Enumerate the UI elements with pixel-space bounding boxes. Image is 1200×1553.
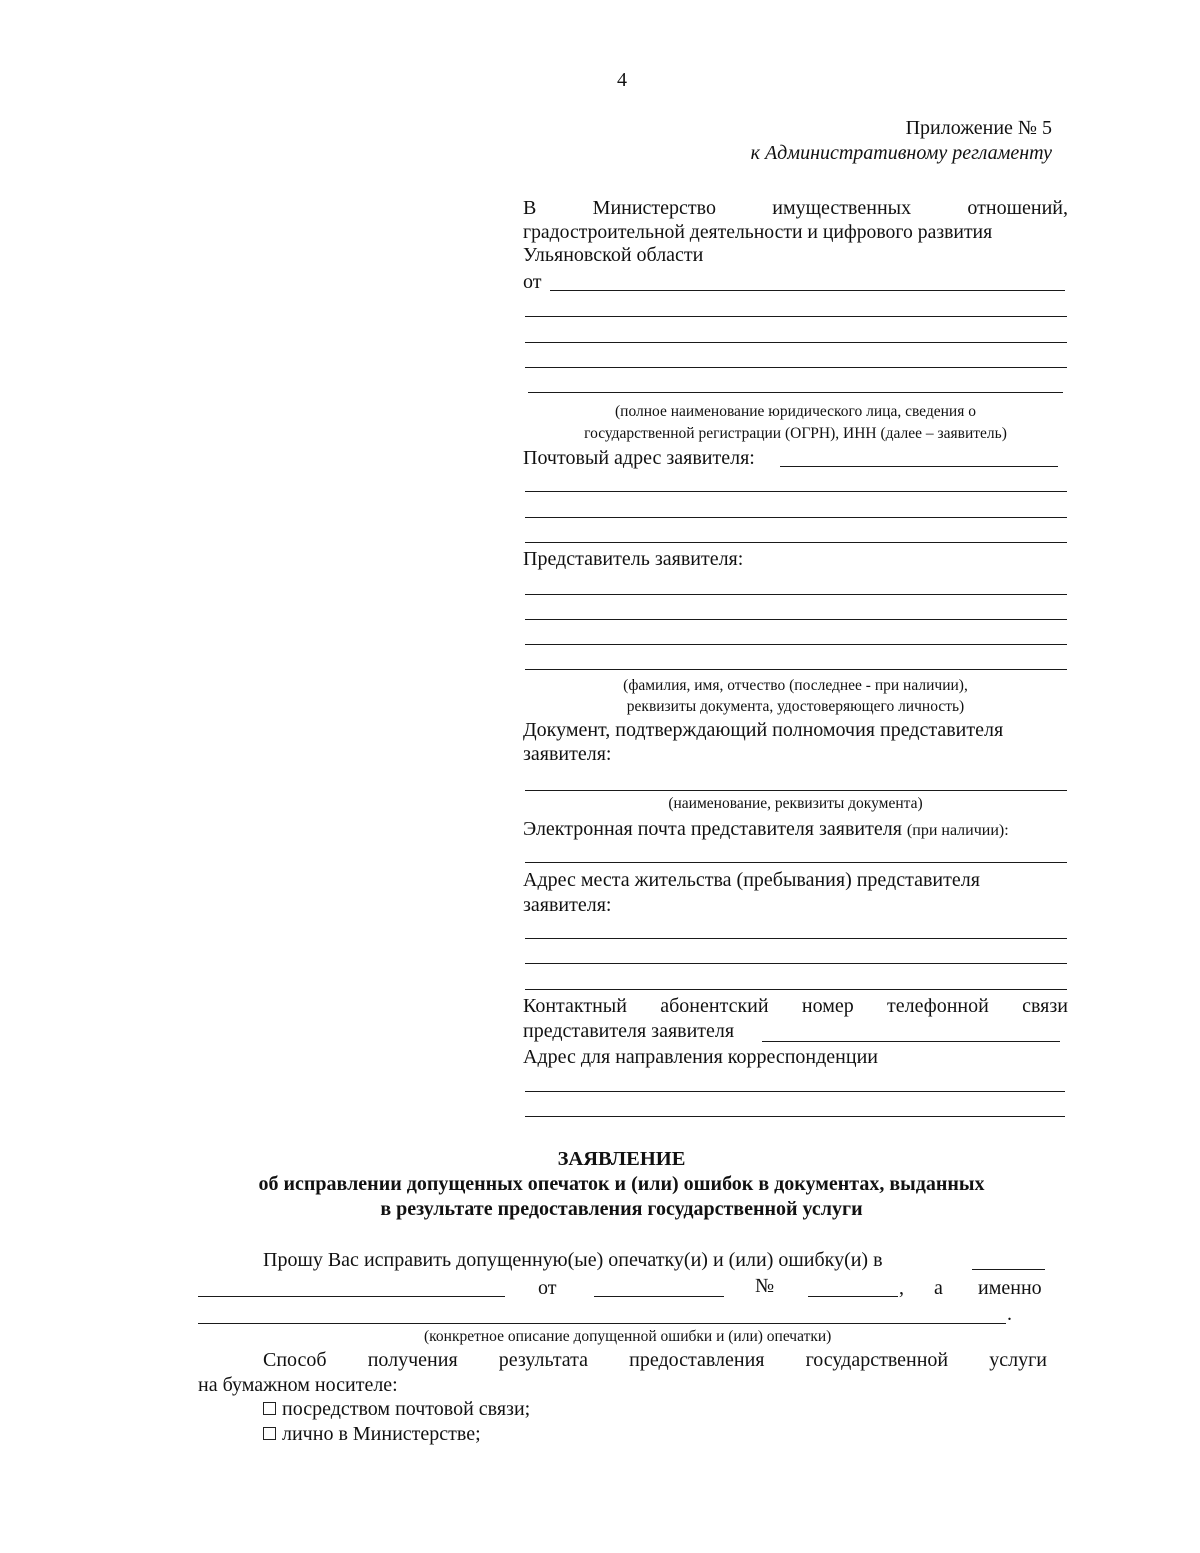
method-word: Способ	[263, 1349, 327, 1371]
method-word: услуги	[989, 1349, 1047, 1371]
addressee-word: имущественных	[772, 197, 912, 219]
phone-word: абонентский	[660, 995, 769, 1017]
postal-address-field-line[interactable]	[780, 466, 1058, 467]
method-word: результата	[498, 1349, 589, 1371]
applicant-field-line[interactable]	[525, 316, 1067, 317]
error-description-field-line[interactable]	[198, 1323, 1006, 1324]
statement-subtitle-line-1: об исправлении допущенных опечаток и (или) ошибок в документах, выданных	[258, 1173, 985, 1195]
statement-title: ЗАЯВЛЕНИЕ	[557, 1148, 686, 1170]
residence-label-line-1: Адрес места жительства (пребывания) представителя	[523, 869, 980, 891]
method-option-in-person[interactable]	[263, 1422, 481, 1446]
postal-address-field-line[interactable]	[525, 542, 1067, 543]
residence-field-line[interactable]	[525, 989, 1067, 990]
phone-label-line-1	[523, 994, 1068, 1018]
residence-label-line-2: заявителя:	[523, 894, 612, 916]
representative-label: Представитель заявителя:	[523, 548, 744, 570]
representative-field-line[interactable]	[525, 619, 1067, 620]
request-a: а	[934, 1277, 943, 1299]
representative-note-line-2: реквизиты документа, удостоверяющего личность)	[626, 698, 965, 715]
phone-word: Контактный	[523, 995, 627, 1017]
applicant-field-line[interactable]	[525, 367, 1067, 368]
addressee-line-2: градостроительной деятельности и цифрового развития	[523, 221, 993, 243]
residence-field-line[interactable]	[525, 963, 1067, 964]
method-label-line-2: на бумажном носителе:	[198, 1374, 398, 1396]
phone-word: номер	[801, 995, 854, 1017]
document-name-field-line[interactable]	[972, 1269, 1045, 1270]
authority-doc-label-line-2: заявителя:	[523, 743, 612, 765]
method-option-mail[interactable]	[263, 1397, 530, 1421]
checkbox-icon[interactable]	[263, 1427, 276, 1440]
request-number-sign: №	[755, 1275, 775, 1297]
document-name-field-line[interactable]	[198, 1296, 505, 1297]
from-field-line[interactable]	[550, 290, 1065, 291]
addressee-line-3: Ульяновской области	[523, 244, 704, 266]
phone-word: связи	[1022, 995, 1068, 1017]
error-description-note: (конкретное описание допущенной ошибки и (или) опечатки)	[424, 1328, 832, 1345]
page-number: 4	[617, 69, 627, 91]
correspondence-field-line[interactable]	[525, 1116, 1065, 1117]
request-from: от	[538, 1277, 557, 1299]
request-text: Прошу Вас исправить допущенную(ые) опечатку(и) и (или) ошибку(и) в	[263, 1249, 883, 1271]
from-label: от	[523, 271, 542, 293]
authority-doc-note: (наименование, реквизиты документа)	[668, 795, 923, 812]
correspondence-label: Адрес для направления корреспонденции	[523, 1046, 878, 1068]
postal-address-field-line[interactable]	[525, 517, 1067, 518]
method-option-label: посредством почтовой связи;	[282, 1398, 531, 1420]
applicant-field-line[interactable]	[528, 392, 1063, 393]
postal-address-label: Почтовый адрес заявителя:	[523, 447, 755, 469]
applicant-field-line[interactable]	[525, 342, 1067, 343]
email-label-note: (при наличии):	[906, 822, 1009, 839]
addressee-line-1	[523, 196, 1068, 220]
method-word: получения	[367, 1349, 458, 1371]
checkbox-icon[interactable]	[263, 1402, 276, 1415]
email-label-text: Электронная почта представителя заявителя	[523, 818, 902, 840]
postal-address-field-line[interactable]	[525, 491, 1067, 492]
method-word: государственной	[805, 1349, 949, 1371]
email-field-line[interactable]	[525, 862, 1067, 863]
applicant-note-line-2: государственной регистрации (ОГРН), ИНН (далее – заявитель)	[584, 425, 1007, 442]
email-label	[523, 817, 1009, 843]
addressee-word: В	[523, 197, 537, 219]
phone-field-line[interactable]	[762, 1041, 1060, 1042]
method-option-label: лично в Министерстве;	[282, 1423, 481, 1445]
request-period: .	[1007, 1303, 1012, 1325]
applicant-note-line-1: (полное наименование юридического лица, сведения о	[615, 403, 976, 420]
representative-field-line[interactable]	[525, 669, 1067, 670]
correspondence-field-line[interactable]	[525, 1091, 1065, 1092]
phone-word: телефонной	[887, 995, 989, 1017]
addressee-word: Министерство	[592, 197, 716, 219]
method-word: предоставления	[629, 1349, 765, 1371]
method-label-line-1	[263, 1348, 1047, 1372]
authority-doc-label-line-1: Документ, подтверждающий полномочия представителя	[523, 719, 1004, 741]
authority-doc-field-line[interactable]	[525, 790, 1067, 791]
representative-field-line[interactable]	[525, 644, 1067, 645]
request-comma: ,	[899, 1277, 904, 1299]
statement-subtitle-line-2: в результате предоставления государственной услуги	[380, 1198, 863, 1220]
residence-field-line[interactable]	[525, 938, 1067, 939]
representative-field-line[interactable]	[525, 594, 1067, 595]
appendix-number: Приложение № 5	[905, 117, 1052, 139]
document-date-field-line[interactable]	[594, 1296, 724, 1297]
representative-note-line-1: (фамилия, имя, отчество (последнее - при наличии),	[623, 677, 968, 694]
document-number-field-line[interactable]	[808, 1296, 898, 1297]
addressee-word: отношений,	[967, 197, 1068, 219]
phone-label-line-2: представителя заявителя	[523, 1020, 735, 1042]
request-namely: именно	[978, 1277, 1042, 1299]
appendix-regulation: к Административному регламенту	[750, 142, 1052, 164]
